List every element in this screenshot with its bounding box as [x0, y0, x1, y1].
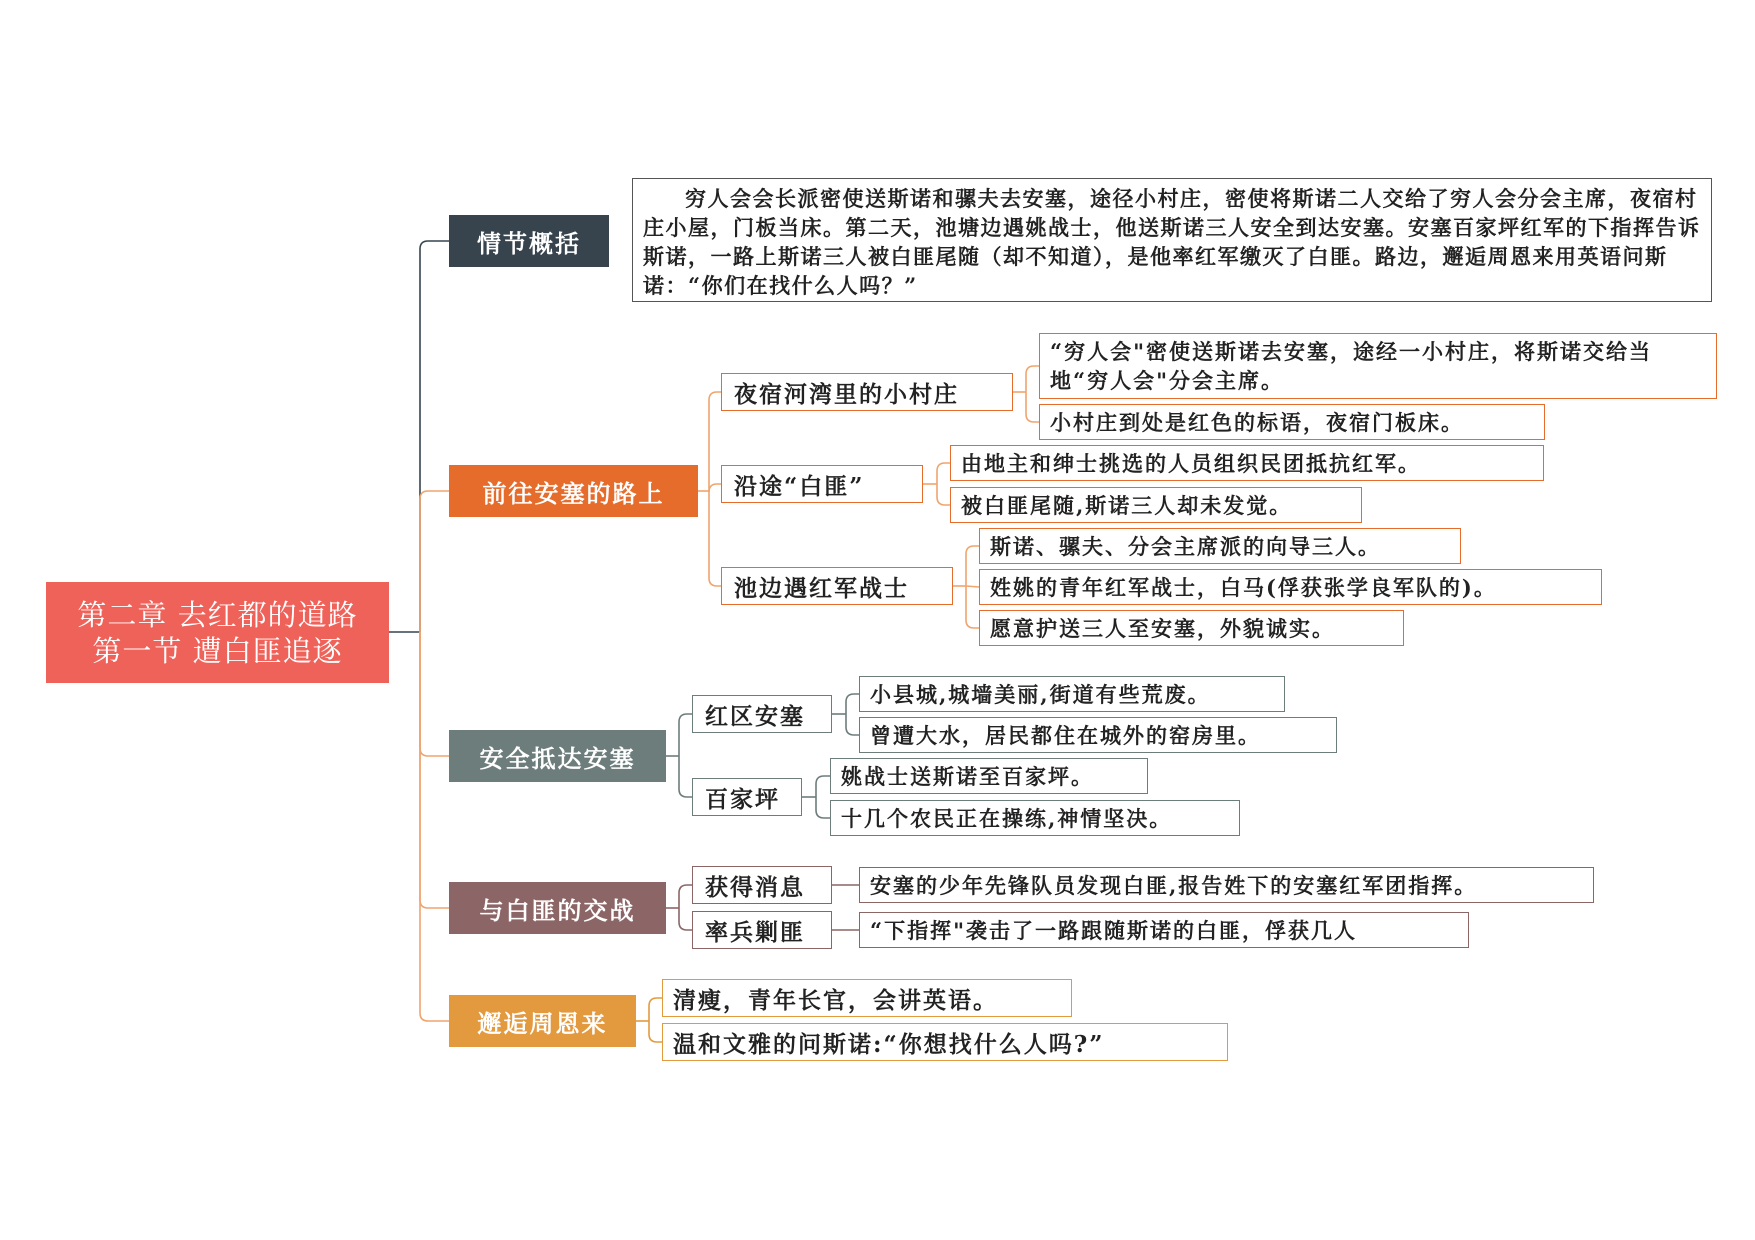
pond-leaves-2 [966, 586, 979, 628]
leaf-bandits-1: 由地主和绅士挑选的人员组织民团抵抗红军。 [950, 445, 1544, 481]
village-leaves-0 [1026, 366, 1039, 392]
leaf-ansai-1: 小县城,城墙美丽,街道有些荒废。 [859, 676, 1285, 712]
ansai-leaves-1 [846, 714, 859, 735]
leaf-ansai-2: 曾遭大水，居民都住在城外的窑房里。 [859, 717, 1337, 753]
battle-subs-0 [679, 885, 692, 908]
arrive-subs-1 [679, 756, 692, 797]
leaf-village-1: “穷人会"密使送斯诺去安塞，途经一小村庄，将斯诺交给当地“穷人会"分会主席。 [1039, 333, 1717, 399]
sub-baijiaping[interactable]: 百家坪 [692, 778, 802, 816]
plot-summary-text: 穷人会会长派密使送斯诺和骡夫去安塞，途径小村庄，密使将斯诺二人交给了穷人会分会主席，夜宿村庄小屋，门板当床。第二天，池塘边遇姚战士，他送斯诺三人安全到达安塞。安塞百家坪红军的下指挥告诉斯诺，一路上斯诺三人被白匪尾随（却不知道），是他率红军缴灭了白匪。路边，邂逅周恩来用英语问斯诺：“你们在找什么人吗？” [632, 178, 1712, 302]
root-to-branches-1 [420, 632, 449, 756]
sub-white-bandits[interactable]: 沿途“白匪” [721, 465, 923, 503]
leaf-zhou-2: 温和文雅的问斯诺:“你想找什么人吗?” [662, 1023, 1228, 1061]
sub-village-night[interactable]: 夜宿河湾里的小村庄 [721, 373, 1013, 411]
battle-subs-1 [679, 908, 692, 930]
bandits-leaves-0 [937, 463, 950, 484]
root-to-plot-0 [420, 241, 449, 632]
road-subs-1 [709, 484, 721, 492]
baijia-leaves-0 [816, 776, 830, 797]
bandits-leaves-1 [937, 484, 950, 505]
sub-get-news[interactable]: 获得消息 [692, 866, 832, 904]
village-leaves-1 [1026, 392, 1039, 422]
branch-meet-zhou[interactable]: 邂逅周恩来 [449, 995, 636, 1047]
road-subs-0 [709, 392, 721, 491]
branch-road-to-ansai[interactable]: 前往安塞的路上 [449, 465, 698, 517]
leaf-baijiaping-1: 姚战士送斯诺至百家坪。 [830, 758, 1148, 794]
branch-battle[interactable]: 与白匪的交战 [449, 882, 666, 934]
root-to-branches-2 [420, 632, 449, 908]
pond-leaves-1 [966, 586, 979, 587]
root-to-branches-0 [420, 491, 449, 632]
branch-arrive-ansai[interactable]: 安全抵达安塞 [449, 730, 666, 782]
baijia-leaves-1 [816, 797, 830, 818]
sub-pond-soldier[interactable]: 池边遇红军战士 [721, 567, 953, 605]
sub-red-zone-ansai[interactable]: 红区安塞 [692, 695, 832, 733]
sub-lead-troops[interactable]: 率兵剿匪 [692, 911, 832, 949]
road-subs-2 [709, 491, 721, 586]
leaf-pond-2: 姓姚的青年红军战士，白马(俘获张学良军队的)。 [979, 569, 1602, 605]
leaf-zhou-1: 清瘦，青年长官，会讲英语。 [662, 979, 1072, 1017]
zhou-leaves-1 [649, 1021, 662, 1042]
leaf-troops-1: “下指挥"袭击了一路跟随斯诺的白匪，俘获几人 [859, 912, 1469, 948]
leaf-baijiaping-2: 十几个农民正在操练,神情坚决。 [830, 800, 1240, 836]
leaf-pond-1: 斯诺、骡夫、分会主席派的向导三人。 [979, 528, 1461, 564]
ansai-leaves-0 [846, 694, 859, 714]
root-topic[interactable] [46, 582, 389, 683]
root-title-line1: 第二章 去红都的道路 [77, 597, 358, 632]
root-to-branches-3 [420, 632, 449, 1021]
leaf-bandits-2: 被白匪尾随,斯诺三人却未发觉。 [950, 487, 1362, 523]
pond-leaves-0 [966, 546, 979, 586]
leaf-village-2: 小村庄到处是红色的标语，夜宿门板床。 [1039, 404, 1545, 440]
zhou-leaves-0 [649, 998, 662, 1021]
leaf-pond-3: 愿意护送三人至安塞，外貌诚实。 [979, 610, 1404, 646]
root-title-line2: 第一节 遭白匪追逐 [92, 633, 343, 668]
leaf-news-1: 安塞的少年先锋队员发现白匪,报告姓下的安塞红军团指挥。 [859, 867, 1594, 903]
arrive-subs-0 [679, 714, 692, 756]
branch-plot-summary[interactable]: 情节概括 [449, 215, 609, 267]
